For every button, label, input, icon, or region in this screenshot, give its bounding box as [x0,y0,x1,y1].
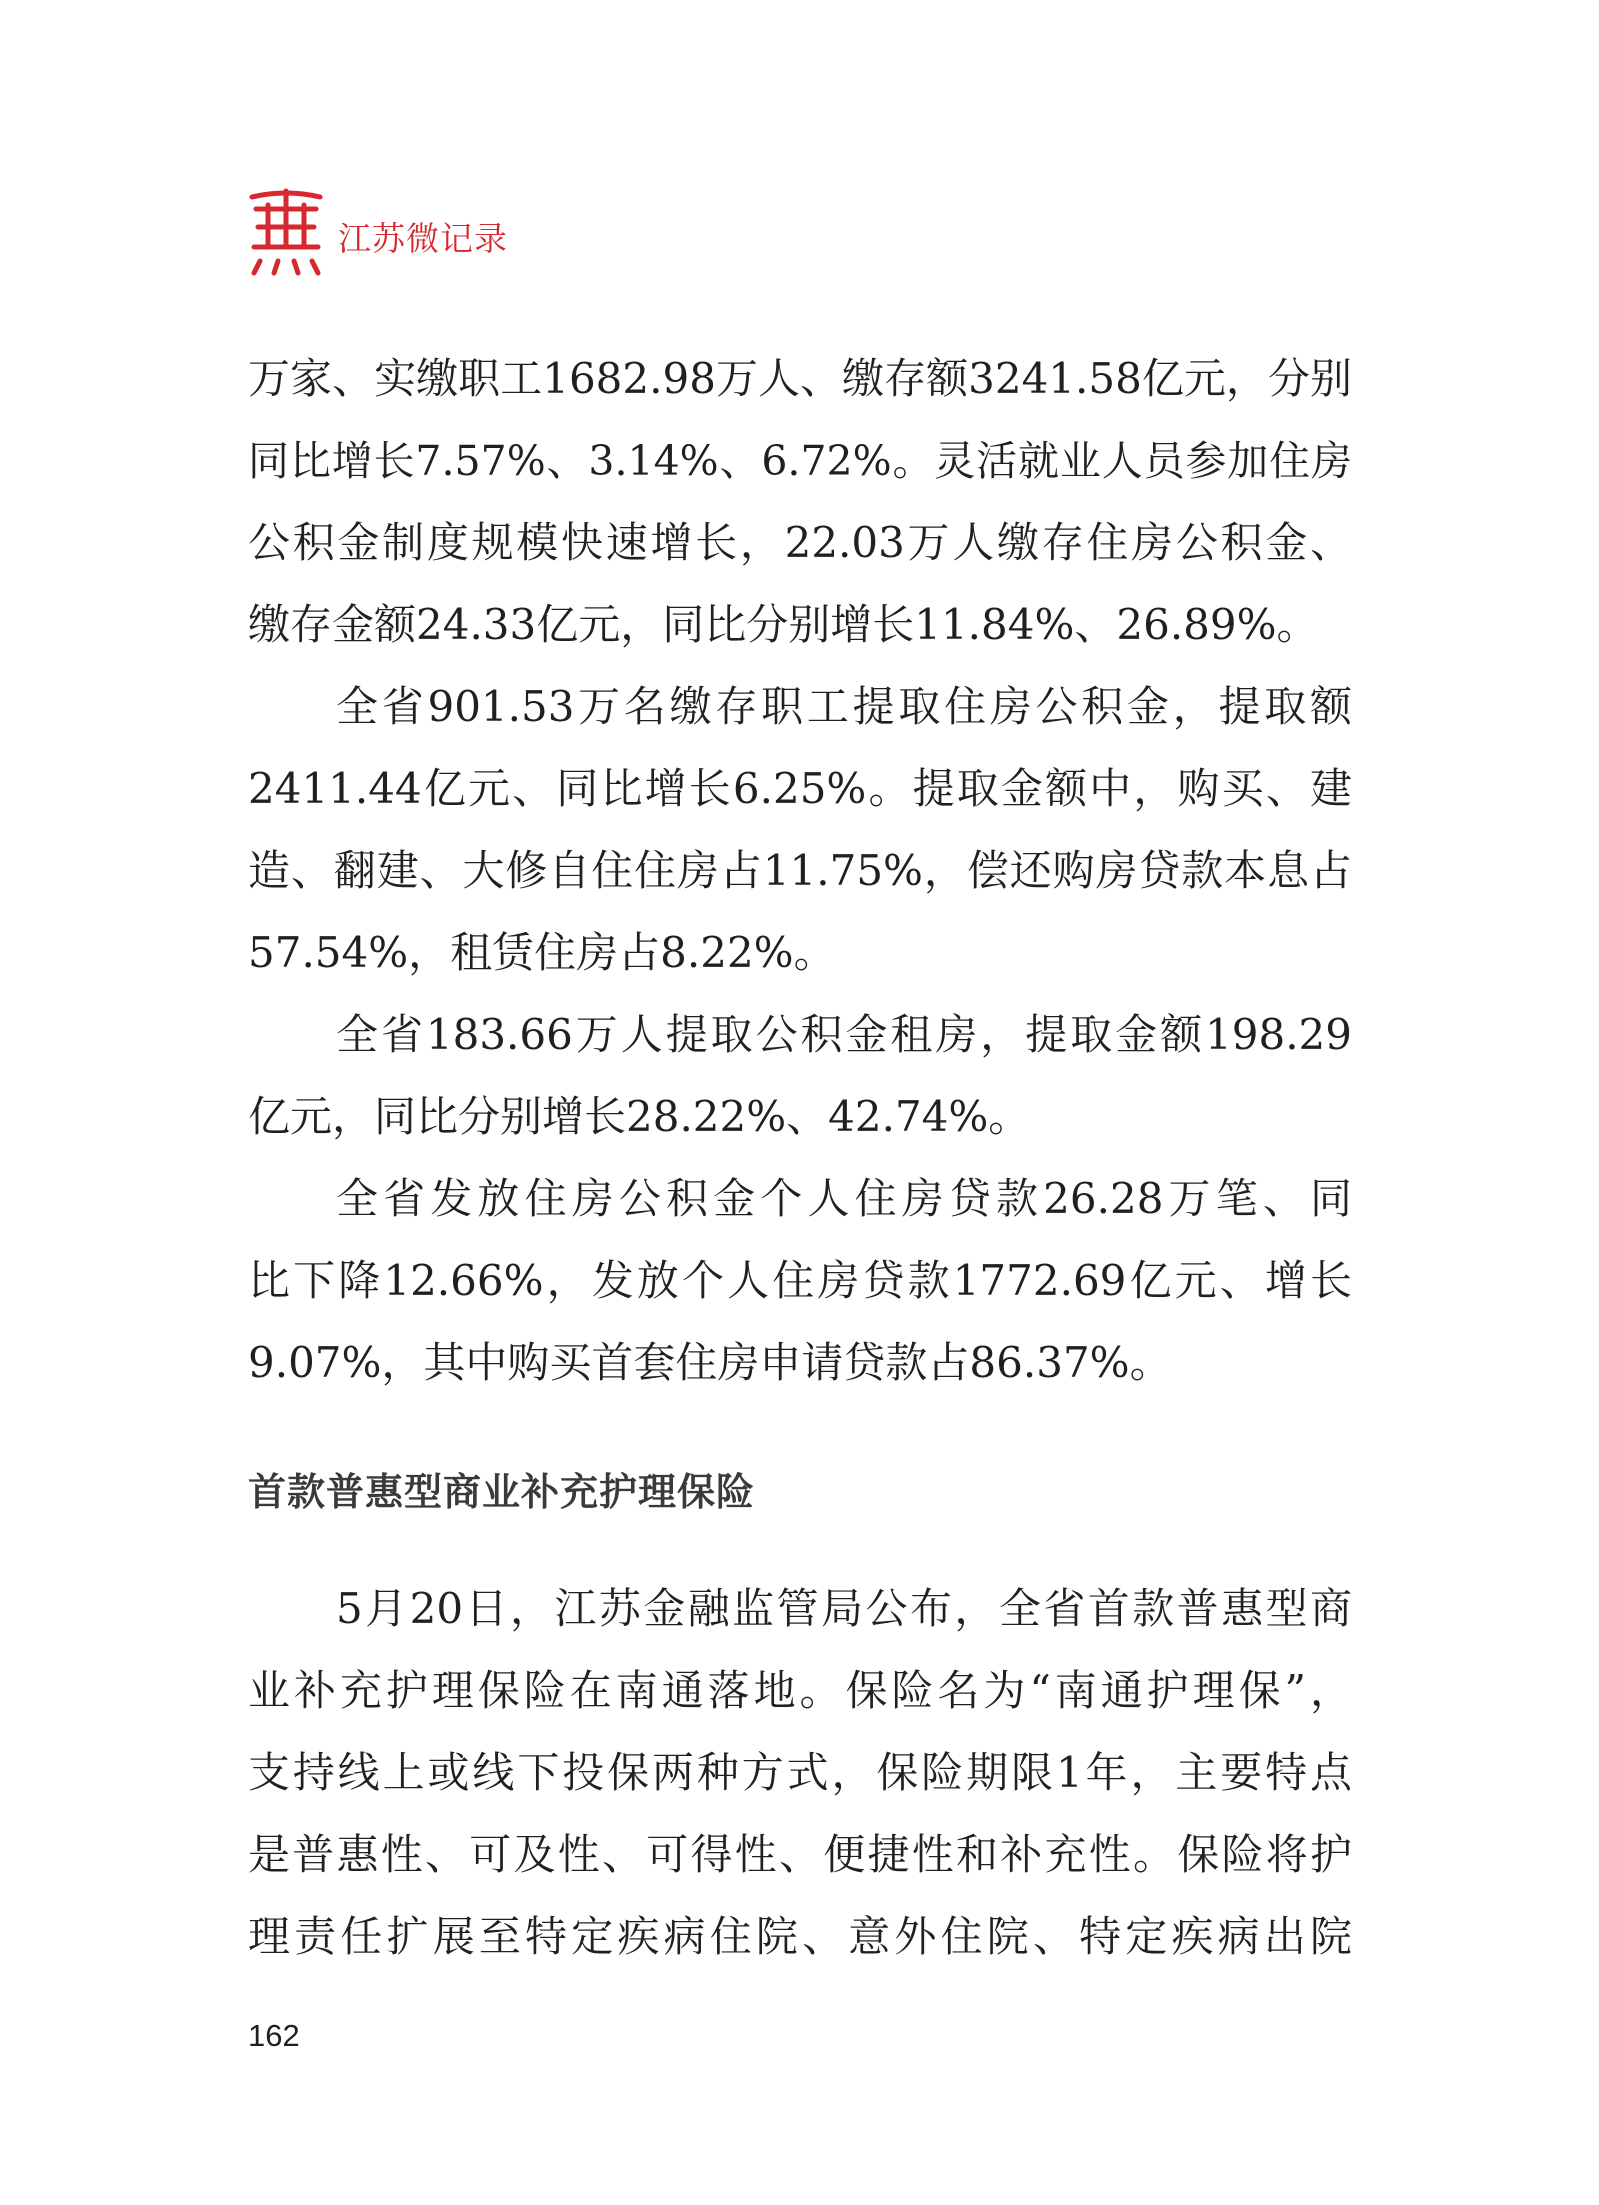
text-line: 理责任扩展至特定疾病住院、意外住院、特定疾病出院 [248,1912,1352,1961]
text-line: 缴存金额24.33亿元，同比分别增长11.84%、26.89%。 [248,600,1319,649]
text-line: 全省901.53万名缴存职工提取住房公积金，提取额 [336,682,1352,731]
text-line: 同比增长7.57%、3.14%、6.72%。灵活就业人员参加住房 [248,437,1352,485]
paragraph [248,994,1352,1158]
paragraph [248,338,1352,666]
paragraph [248,666,1352,994]
text-line: 2411.44亿元、同比增长6.25%。提取金额中，购买、建 [248,764,1352,813]
text-line: 全省183.66万人提取公积金租房，提取金额198.29 [336,1010,1352,1059]
text-line: 是普惠性、可及性、可得性、便捷性和补充性。保险将护 [248,1830,1352,1879]
header-title: 江苏微记录 [338,218,508,258]
page-number: 162 [248,2018,300,2053]
red-seal-logo-icon [246,187,326,277]
page-header [246,187,508,277]
paragraph [248,1158,1352,1404]
text-line: 支持线上或线下投保两种方式，保险期限1年，主要特点 [248,1748,1352,1797]
text-line: 全省发放住房公积金个人住房贷款26.28万笔、同 [336,1174,1352,1223]
text-line: 造、翻建、大修自住住房占11.75%，偿还购房贷款本息占 [248,846,1352,895]
text-line: 亿元，同比分别增长28.22%、42.74%。 [248,1092,1031,1141]
text-line: 业补充护理保险在南通落地。保险名为“南通护理保”， [248,1666,1352,1715]
page-body [248,338,1352,1978]
text-line: 比下降12.66%，发放个人住房贷款1772.69亿元、增长 [248,1256,1352,1305]
text-line: 5月20日，江苏金融监管局公布，全省首款普惠型商 [336,1584,1352,1633]
text-line: 57.54%，租赁住房占8.22%。 [248,928,836,977]
text-line: 万家、实缴职工1682.98万人、缴存额3241.58亿元，分别 [248,354,1352,403]
text-line: 公积金制度规模快速增长，22.03万人缴存住房公积金、 [248,518,1352,567]
text-line: 9.07%，其中购买首套住房申请贷款占86.37%。 [248,1338,1172,1387]
section-heading: 首款普惠型商业补充护理保险 [248,1470,756,1514]
paragraph [248,1568,1352,1978]
